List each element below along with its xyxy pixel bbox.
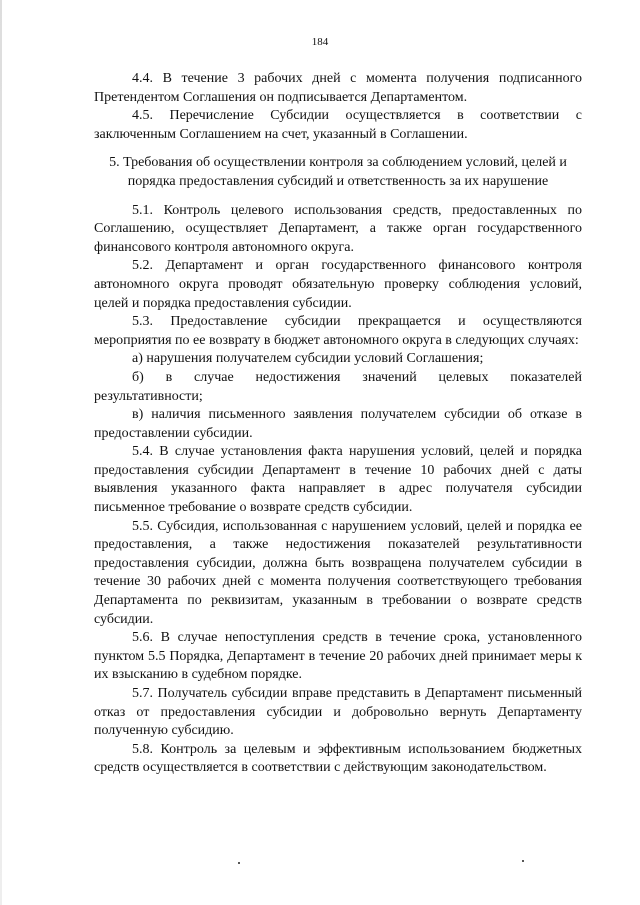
- scan-edge: [0, 0, 2, 905]
- list-item-a: а) нарушения получателем субсидии условий Соглашения;: [132, 351, 484, 367]
- section-title: 5. Требования об осуществлении контроля за соблюдением условий, целей и порядка предоставления субсидий и ответственность за их нарушение: [109, 155, 567, 189]
- scan-marks: [0, 860, 640, 866]
- paragraph-5-6: 5.6. В случае непоступления средств в течение срока, установленного пунктом 5.5 Порядка, Департамент в течение 20 рабочих дней принимает меры к их взысканию в судебном порядке.: [94, 630, 582, 683]
- paragraph-5-3: 5.3. Предоставление субсидии прекращается и осуществляются мероприятия по ее возврату в бюджет автономного округа в следующих случаях:: [94, 314, 582, 348]
- paragraph-5-4: 5.4. В случае установления факта нарушения условий, целей и порядка предоставления субсидии Департамент в течение 10 рабочих дней с даты выявления указанного факта направляет в адрес получателя субсидии письменное требование о возврате средств субсидии.: [94, 444, 582, 516]
- paragraph-5-8: 5.8. Контроль за целевым и эффективным использованием бюджетных средств осуществляется в соответствии с действующим законодательством.: [94, 741, 582, 776]
- scan-dot: [238, 862, 240, 864]
- paragraph-5-7: 5.7. Получатель субсидии вправе представить в Департамент письменный отказ от предоставления субсидии и добровольно вернуть Департаменту полученную субсидию.: [94, 686, 582, 739]
- scan-dot: [522, 860, 524, 862]
- list-item-v: в) наличия письменного заявления получателем субсидии об отказе в предоставлении субсидии.: [94, 407, 582, 441]
- paragraph-5-5: 5.5. Субсидия, использованная с нарушением условий, целей и порядка ее предоставления, а также недостижения показателей результативности предоставления субсидии, должна быть возвращена получателем субсидии в течение 30 рабочих дней с момента получения соответствующего требования Департамента по реквизитам, указанным в требовании о возврате средств субсидии.: [94, 518, 582, 627]
- paragraph-4-5: 4.5. Перечисление Субсидии осуществляется в соответствии с заключенным Соглашением на счет, указанный в Соглашении.: [94, 108, 582, 142]
- page-number: 184: [311, 36, 329, 48]
- paragraph-5-2: 5.2. Департамент и орган государственного финансового контроля автономного округа проводят обязательную проверку соблюдения условий, целей и порядка предоставления субсидии.: [94, 258, 582, 311]
- document-body: [94, 70, 582, 778]
- paragraph-5-1: 5.1. Контроль целевого использования средств, предоставленных по Соглашению, осуществляет Департамент, а также орган государственного финансового контроля автономного округа.: [94, 202, 582, 255]
- list-item-b: б) в случае недостижения значений целевых показателей результативности;: [94, 369, 582, 404]
- paragraph-4-4: 4.4. В течение 3 рабочих дней с момента получения подписанного Претендентом Соглашения он подписывается Департаментом.: [94, 71, 582, 105]
